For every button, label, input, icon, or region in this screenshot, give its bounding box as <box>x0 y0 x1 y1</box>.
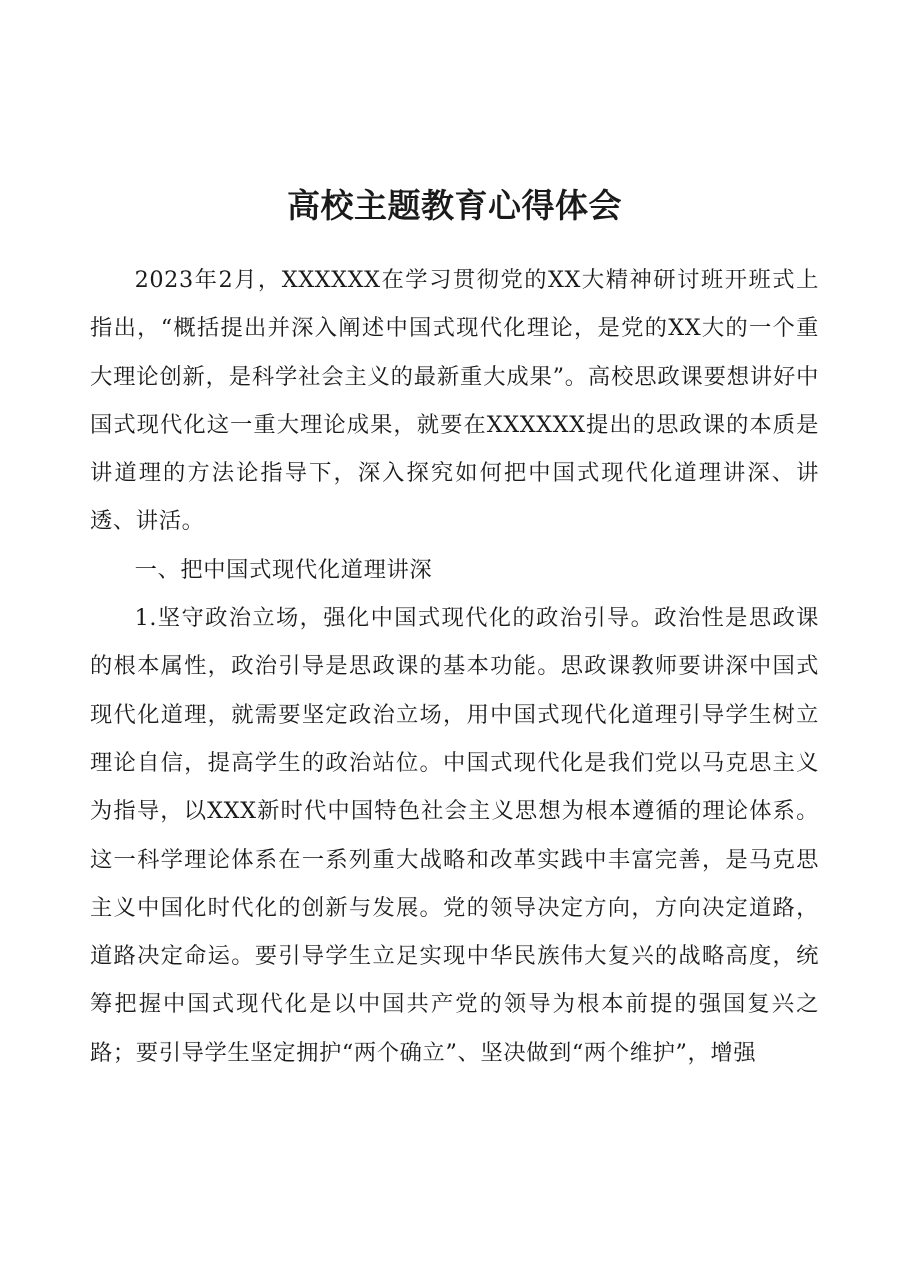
section-heading: 一、把中国式现代化道理讲深 <box>134 556 433 583</box>
document-body <box>90 256 819 1077</box>
body-paragraph: 1.坚守政治立场，强化中国式现代化的政治引导。政治性是思政课的根本属性，政治引导是思政课的基本功能。思政课教师要讲深中国式现代化道理，就需要坚定政治立场，用中国式现代化道理引导学生树立理论自信，提高学生的政治站位。中国式现代化是我们党以马克思主义为指导，以XXX新时代中国特色社会主义思想为根本遵循的理论体系。这一科学理论体系在一系列重大战略和改革实践中丰富完善，是马克思主义中国化时代化的创新与发展。党的领导决定方向，方向决定道路，道路决定命运。要引导学生立足实现中华民族伟大复兴的战略高度，统筹把握中国式现代化是以中国共产党的领导为根本前提的强国复兴之路；要引导学生坚定拥护“两个确立”、坚决做到“两个维护”，增强 <box>90 605 819 1066</box>
document-title: 高校主题教育心得体会 <box>287 186 622 225</box>
intro-paragraph: 2023年2月，XXXXXX在学习贯彻党的XX大精神研讨班开班式上指出，“概括提出并深入阐述中国式现代化理论，是党的XX大的一个重大理论创新，是科学社会主义的最新重大成果”。高校思政课要想讲好中国式现代化这一重大理论成果，就要在XXXXXX提出的思政课的本质是讲道理的方法论指导下，深入探究如何把中国式现代化道理讲深、讲透、讲活。 <box>90 267 819 535</box>
